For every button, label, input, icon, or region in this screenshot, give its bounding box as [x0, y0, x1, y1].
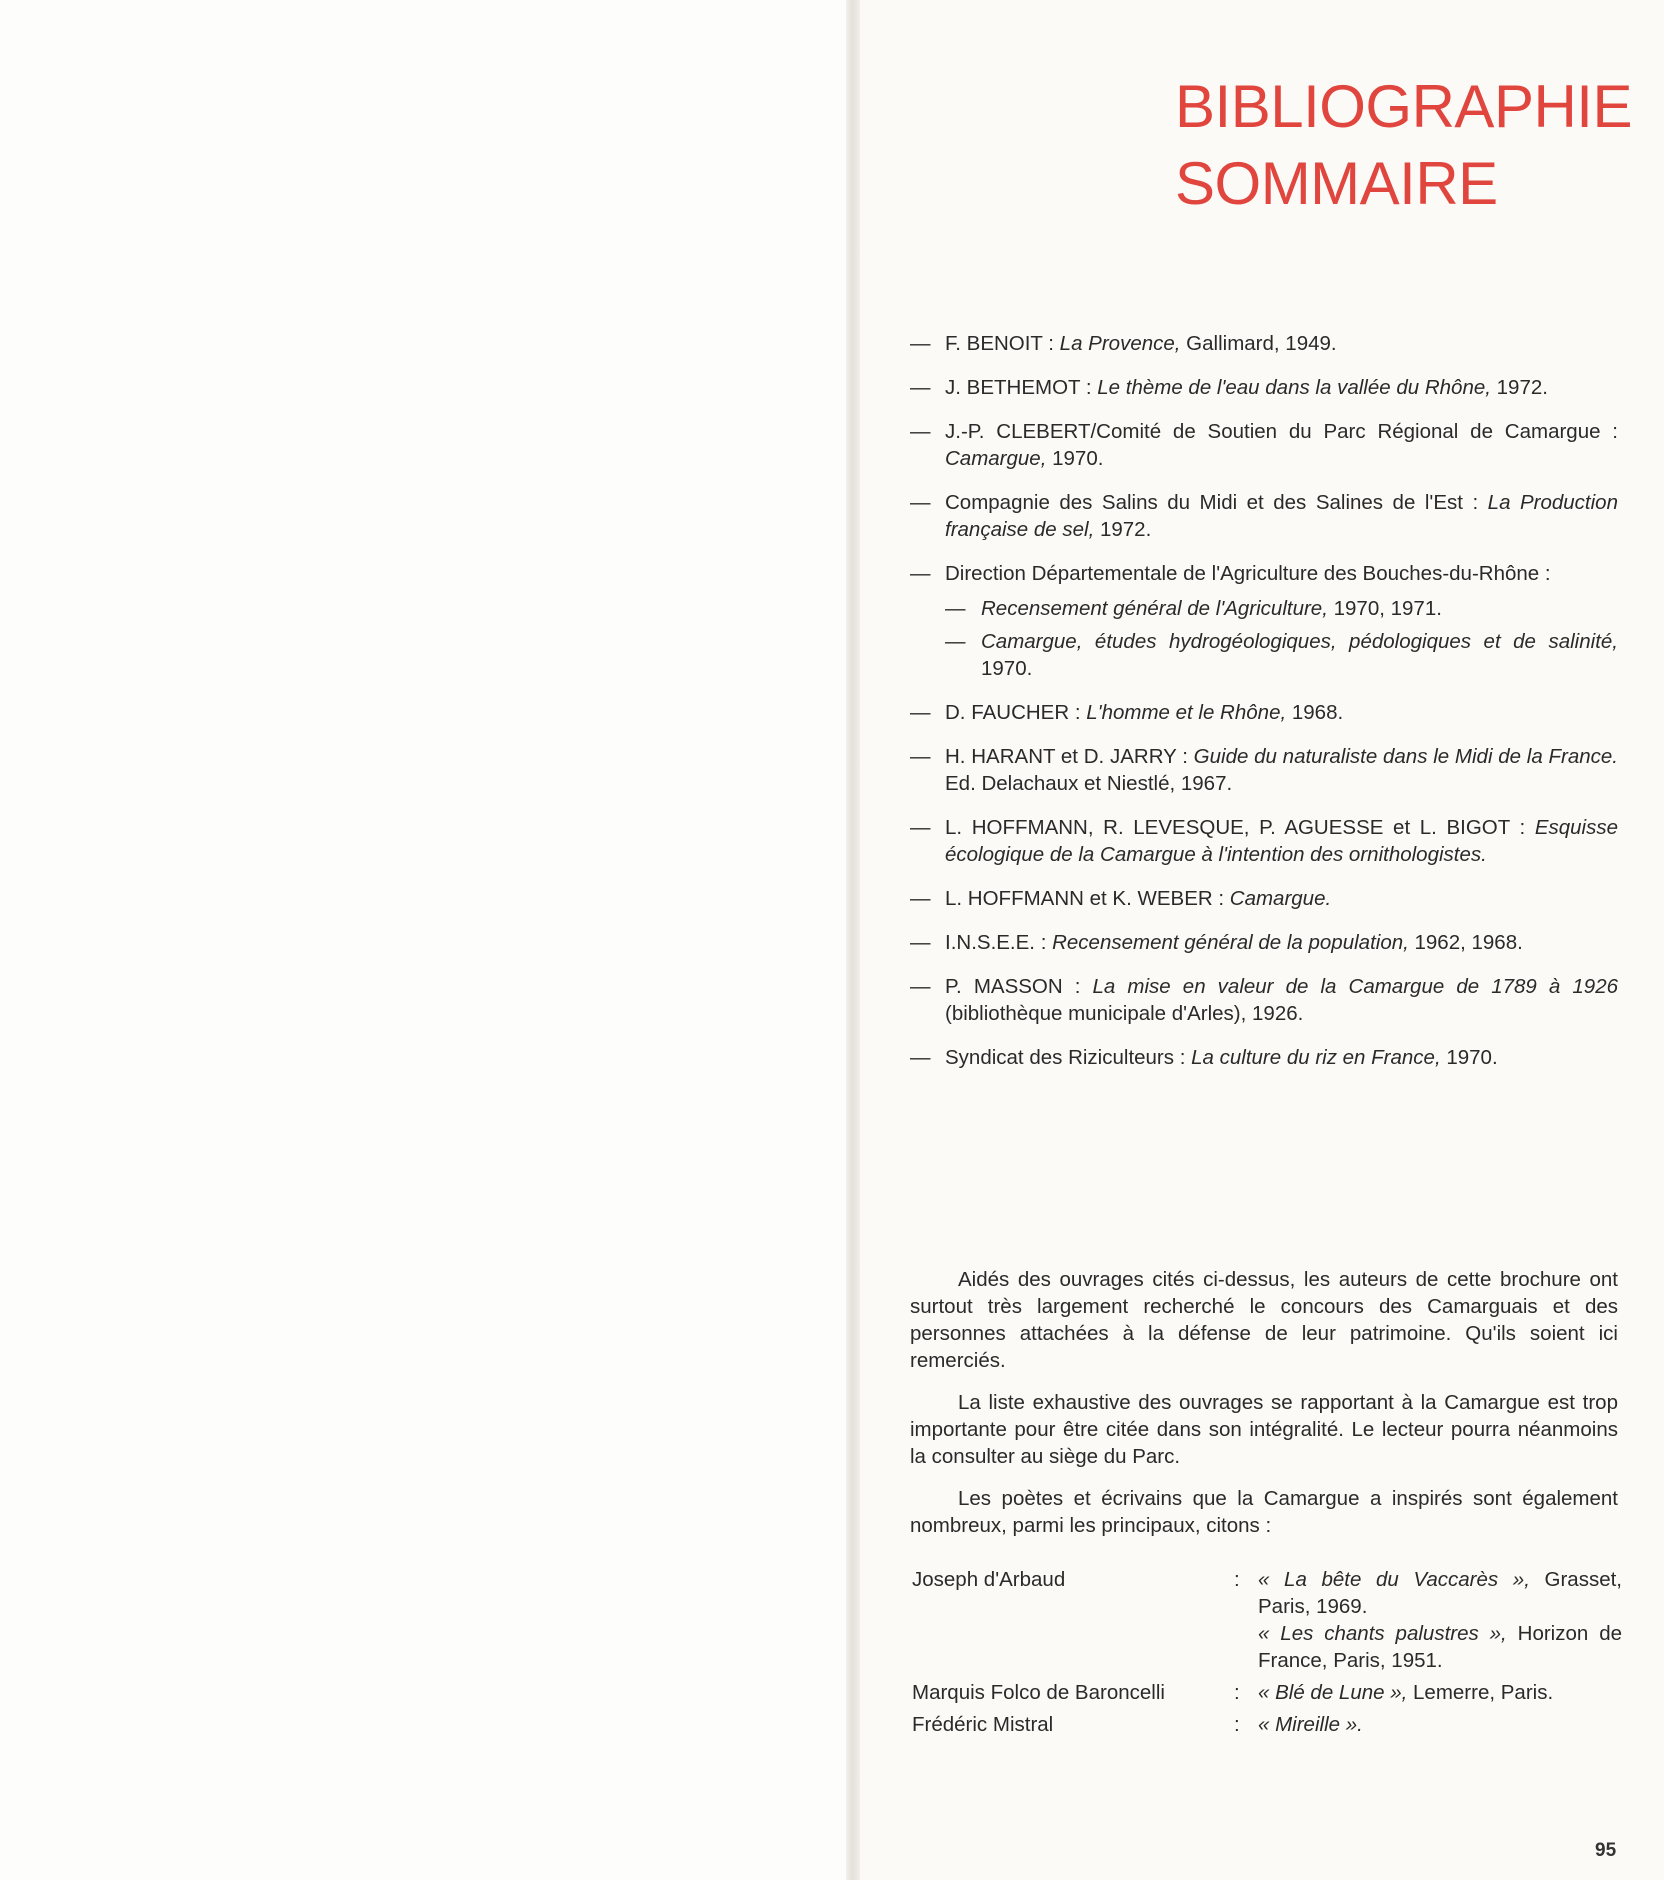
author-row [912, 1566, 1622, 1674]
paragraph: Les poètes et écrivains que la Camargue a inspirés sont également nombreux, parmi les principaux, citons : [910, 1487, 1618, 1537]
bibliography-entry: — H. HARANT et D. JARRY : Guide du naturaliste dans le Midi de la France. Ed. Delachaux et Niestlé, 1967. [910, 743, 1618, 797]
author-row [912, 1711, 1622, 1738]
book-gutter [846, 0, 860, 1880]
bibliography-entry: — Direction Départementale de l'Agriculture des Bouches-du-Rhône : — Recensement général de l'Agriculture, 1970, 1971. — Camargue, études hydrogéologiques, pédologiques et de salinité, 1970. [910, 560, 1618, 682]
author-row [912, 1679, 1622, 1706]
page-title [1175, 68, 1632, 222]
bibliography-list [910, 330, 1618, 1088]
title-line-1: BIBLIOGRAPHIE [1175, 73, 1632, 140]
paragraph: La liste exhaustive des ouvrages se rapportant à la Camargue est trop importante pour être citée dans son intégralité. Le lecteur pourra néanmoins la consulter au siège du Parc. [910, 1391, 1618, 1468]
work: « Les chants palustres », Horizon de France, Paris, 1951. [1258, 1622, 1622, 1672]
bibliography-sublist [945, 595, 1618, 682]
authors-list [912, 1566, 1622, 1743]
bibliography-entry: — D. FAUCHER : L'homme et le Rhône, 1968. [910, 699, 1618, 726]
author-works [1258, 1679, 1622, 1706]
bibliography-subentry: — Camargue, études hydrogéologiques, pédologiques et de salinité, 1970. [945, 628, 1618, 682]
title-line-2: SOMMAIRE [1175, 150, 1498, 217]
bibliography-entry: — P. MASSON : La mise en valeur de la Camargue de 1789 à 1926 (bibliothèque municipale d'Arles), 1926. [910, 973, 1618, 1027]
acknowledgements [910, 1266, 1618, 1554]
page-number: 95 [1595, 1840, 1617, 1861]
bibliography-entry: — Compagnie des Salins du Midi et des Salines de l'Est : La Production française de sel, 1972. [910, 489, 1618, 543]
author-name: Frédéric Mistral [912, 1713, 1054, 1736]
bibliography-entry: — Syndicat des Riziculteurs : La culture du riz en France, 1970. [910, 1044, 1618, 1071]
work: « La bête du Vaccarès », Grasset, Paris, 1969. [1258, 1568, 1622, 1618]
work: « Blé de Lune », Lemerre, Paris. [1258, 1681, 1554, 1704]
bibliography-entry: — J.-P. CLEBERT/Comité de Soutien du Parc Régional de Camargue : Camargue, 1970. [910, 418, 1618, 472]
bibliography-entry: — J. BETHEMOT : Le thème de l'eau dans la vallée du Rhône, 1972. [910, 374, 1618, 401]
bibliography-entry: — L. HOFFMANN et K. WEBER : Camargue. [910, 885, 1618, 912]
bibliography-entry: — F. BENOIT : La Provence, Gallimard, 1949. [910, 330, 1618, 357]
work: « Mireille ». [1258, 1713, 1363, 1736]
author-works [1258, 1711, 1622, 1738]
separator: : [1234, 1713, 1240, 1736]
author-name: Marquis Folco de Baroncelli [912, 1681, 1165, 1704]
bibliography-entry: — L. HOFFMANN, R. LEVESQUE, P. AGUESSE et L. BIGOT : Esquisse écologique de la Camargue à l'intention des ornithologistes. [910, 814, 1618, 868]
separator: : [1234, 1568, 1240, 1591]
bibliography-subentry: — Recensement général de l'Agriculture, 1970, 1971. [945, 595, 1618, 622]
author-works [1258, 1566, 1622, 1674]
bibliography-entry: — I.N.S.E.E. : Recensement général de la population, 1962, 1968. [910, 929, 1618, 956]
paragraph: Aidés des ouvrages cités ci-dessus, les auteurs de cette brochure ont surtout très largement recherché le concours des Camarguais et des personnes attachées à la défense de leur patrimoine. Qu'ils soient ici remerciés. [910, 1268, 1618, 1372]
separator: : [1234, 1681, 1240, 1704]
author-name: Joseph d'Arbaud [912, 1568, 1066, 1591]
